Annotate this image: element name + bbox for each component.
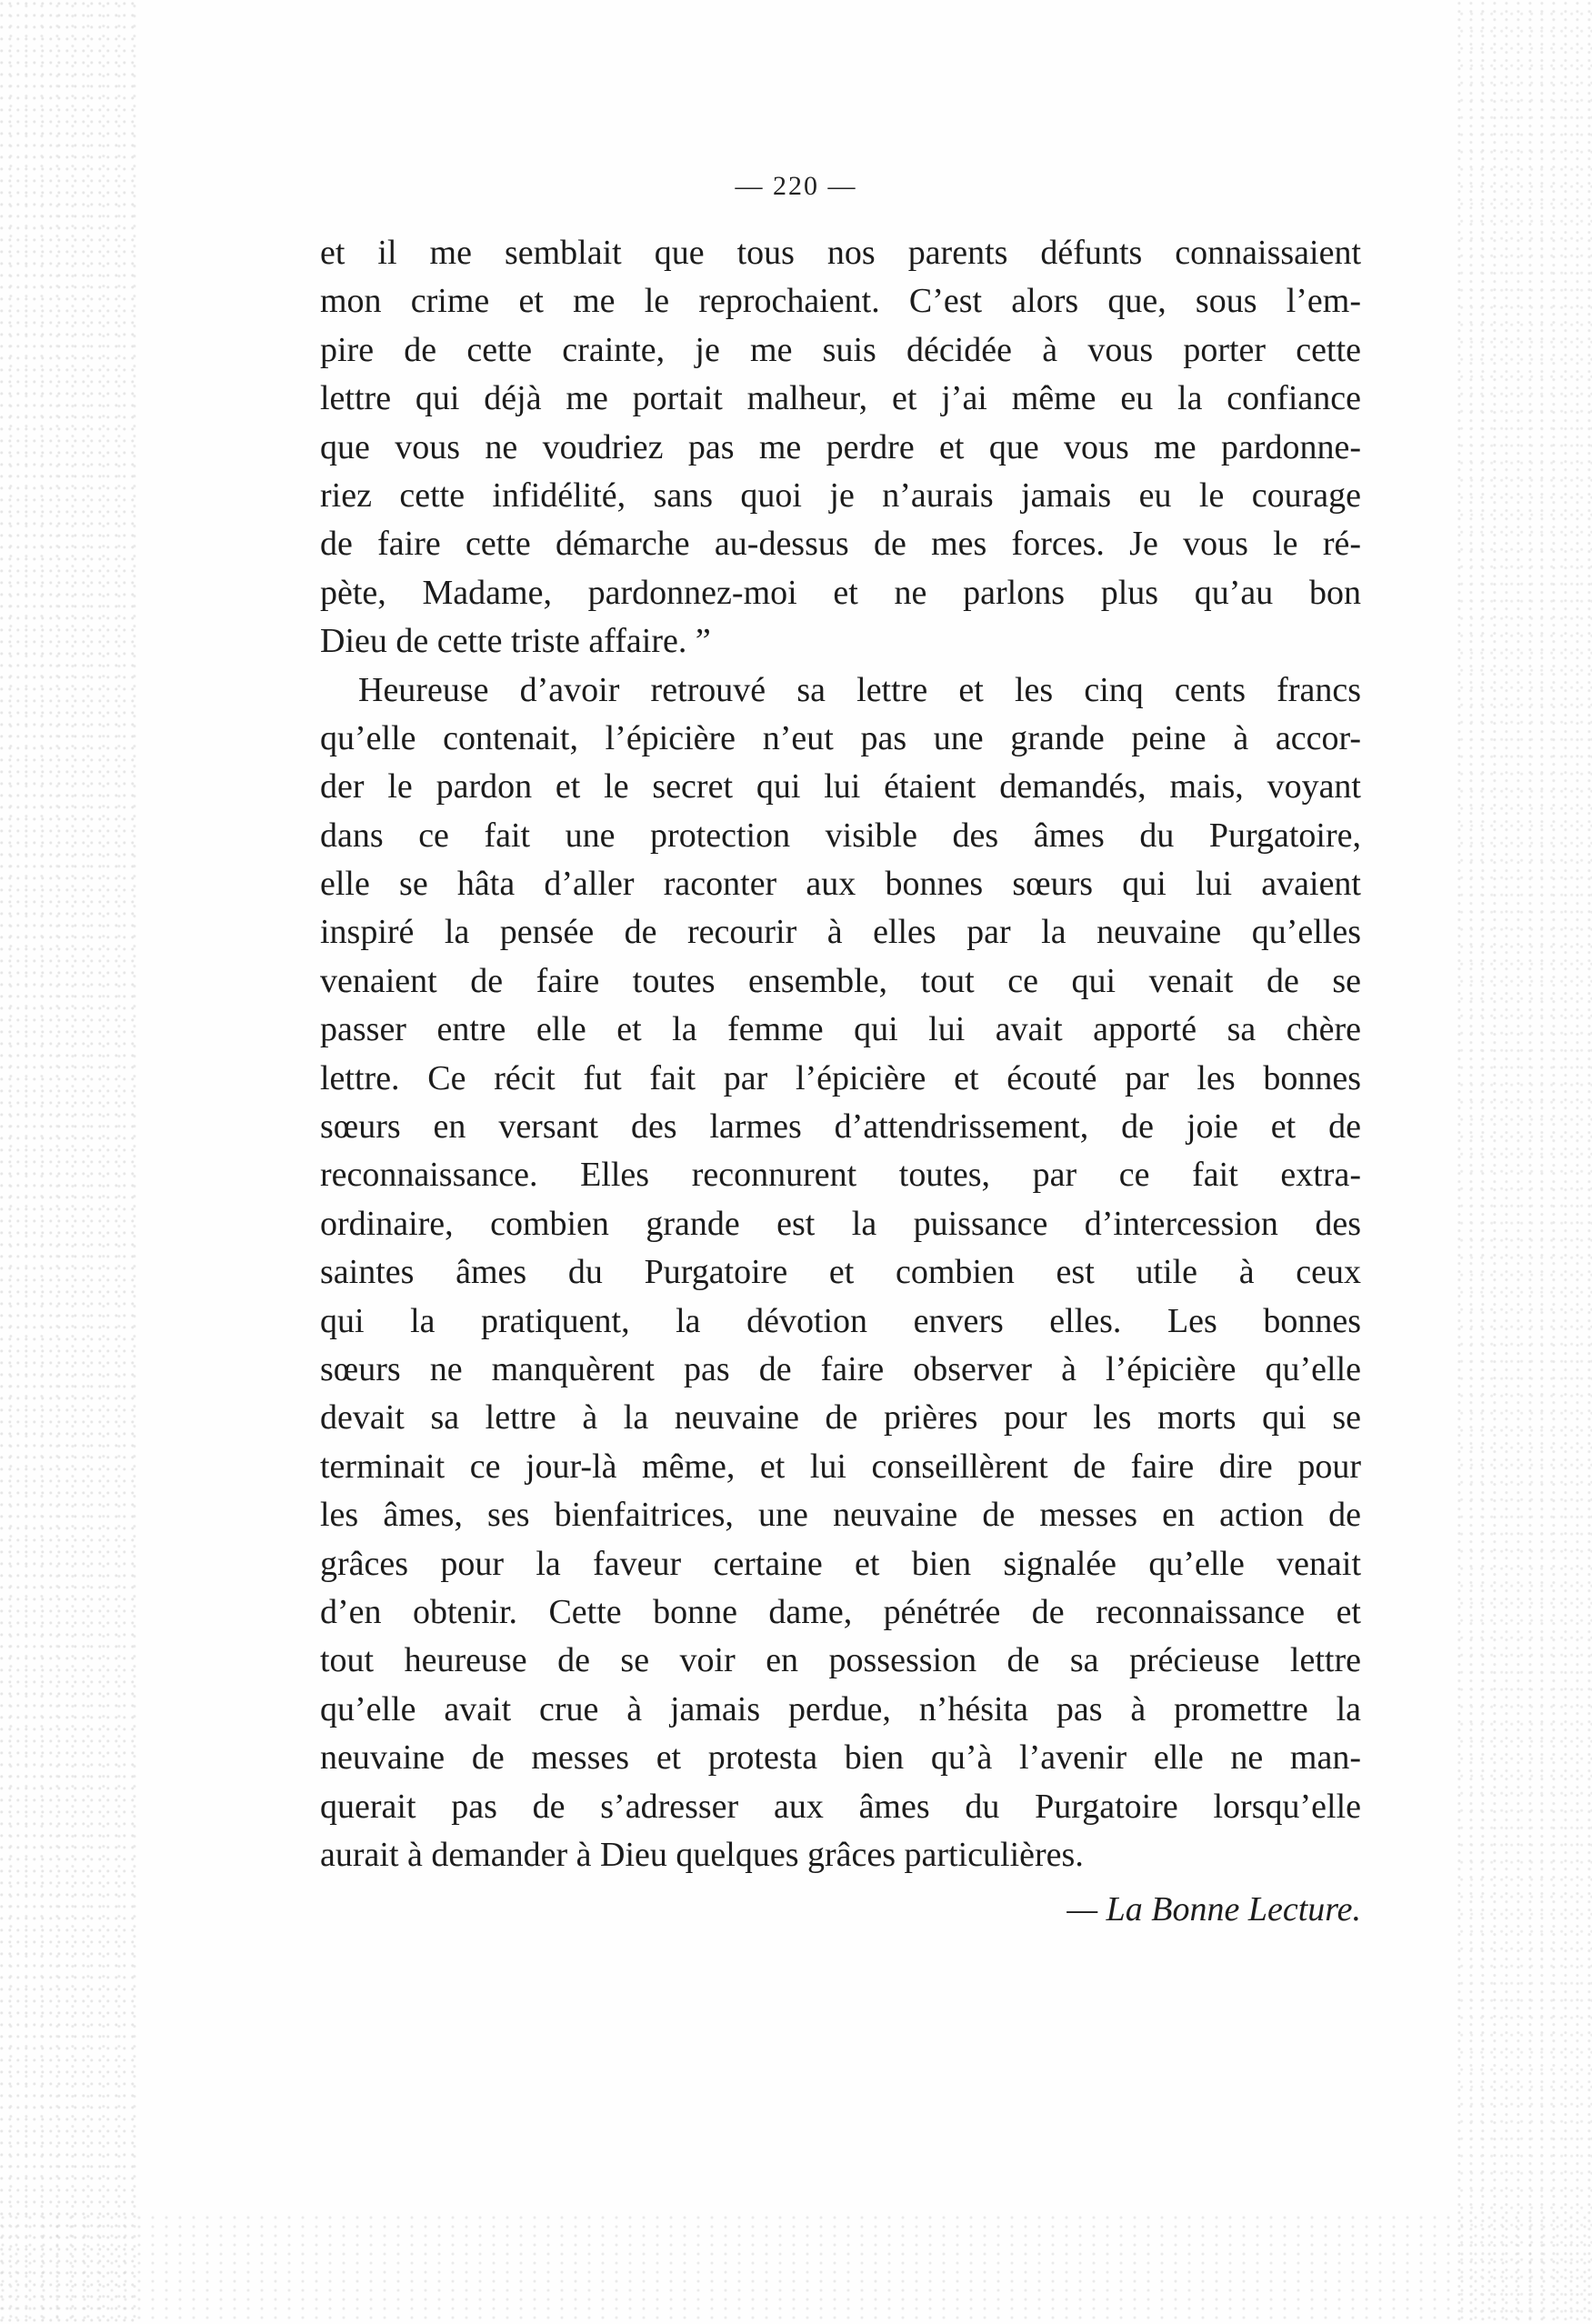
text-line: passer entre elle et la femme qui lui avait apporté sa chère (320, 1010, 1361, 1049)
text-line: Dieu de cette triste affaire. ” (320, 622, 711, 661)
text-line: neuvaine de messes et protesta bien qu’à l’avenir elle ne man- (320, 1738, 1361, 1778)
text-line: elle se hâta d’aller raconter aux bonnes sœurs qui lui avaient (320, 865, 1361, 904)
text-line: terminait ce jour-là même, et lui conseillèrent de faire dire pour (320, 1447, 1361, 1486)
text-line: qu’elle contenait, l’épicière n’eut pas une grande peine à accor- (320, 718, 1361, 757)
text-line: pète, Madame, pardonnez-moi et ne parlons plus qu’au bon (320, 573, 1361, 612)
text-line: ordinaire, combien grande est la puissance d’intercession des (320, 1204, 1361, 1243)
text-line: venaient de faire toutes ensemble, tout ce qui venait de se (320, 961, 1361, 1000)
text-line: mon crime et me le reprochaient. C’est alors que, sous l’em- (320, 282, 1361, 321)
scan-noise-right (1456, 0, 1592, 2324)
text-line: riez cette infidélité, sans quoi je n’aurais jamais eu le courage (320, 476, 1361, 515)
text-line: grâces pour la faveur certaine et bien signalée qu’elle venait (320, 1544, 1361, 1583)
text-line: inspiré la pensée de recourir à elles par la neuvaine qu’elles (320, 913, 1361, 952)
text-line: dans ce fait une protection visible des âmes du Purgatoire, (320, 816, 1361, 855)
text-line: sœurs en versant des larmes d’attendrissement, de joie et de (320, 1107, 1361, 1147)
text-line: et il me semblait que tous nos parents défunts connaissaient (320, 234, 1361, 272)
text-line: devait sa lettre à la neuvaine de prières pour les morts qui se (320, 1398, 1361, 1437)
text-line: Heureuse d’avoir retrouvé sa lettre et les cinq cents francs (358, 670, 1361, 709)
scan-noise-bottom (0, 2215, 1592, 2324)
text-line: der le pardon et le secret qui lui étaient demandés, mais, voyant (320, 767, 1361, 806)
text-line: saintes âmes du Purgatoire et combien est utile à ceux (320, 1253, 1361, 1292)
page-number: — 220 — (735, 171, 857, 201)
text-line: querait pas de s’adresser aux âmes du Purgatoire lorsqu’elle (320, 1787, 1361, 1826)
text-line: aurait à demander à Dieu quelques grâces particulières. (320, 1835, 1084, 1874)
text-line: reconnaissance. Elles reconnurent toutes, par ce fait extra- (320, 1156, 1361, 1195)
text-line: d’en obtenir. Cette bonne dame, pénétrée de reconnaissance et (320, 1592, 1361, 1631)
text-line: qui la pratiquent, la dévotion envers elles. Les bonnes (320, 1301, 1361, 1340)
text-line: lettre qui déjà me portait malheur, et j’ai même eu la confiance (320, 379, 1361, 418)
text-line: pire de cette crainte, je me suis décidée à vous porter cette (320, 330, 1361, 369)
text-line: de faire cette démarche au-dessus de mes forces. Je vous le ré- (320, 525, 1361, 564)
text-line: sœurs ne manquèrent pas de faire observer à l’épicière qu’elle (320, 1349, 1361, 1388)
scan-noise-left (0, 0, 136, 2324)
text-line: tout heureuse de se voir en possession de sa précieuse lettre (320, 1641, 1361, 1680)
body-text (320, 229, 1361, 1879)
text-line: les âmes, ses bienfaitrices, une neuvaine de messes en action de (320, 1496, 1361, 1535)
text-line: lettre. Ce récit fut fait par l’épicière et écouté par les bonnes (320, 1058, 1361, 1097)
text-line: que vous ne voudriez pas me perdre et que vous me pardonne- (320, 427, 1361, 466)
text-line: qu’elle avait crue à jamais perdue, n’hésita pas à promettre la (320, 1689, 1361, 1728)
source-attribution: — La Bonne Lecture. (1066, 1890, 1361, 1928)
